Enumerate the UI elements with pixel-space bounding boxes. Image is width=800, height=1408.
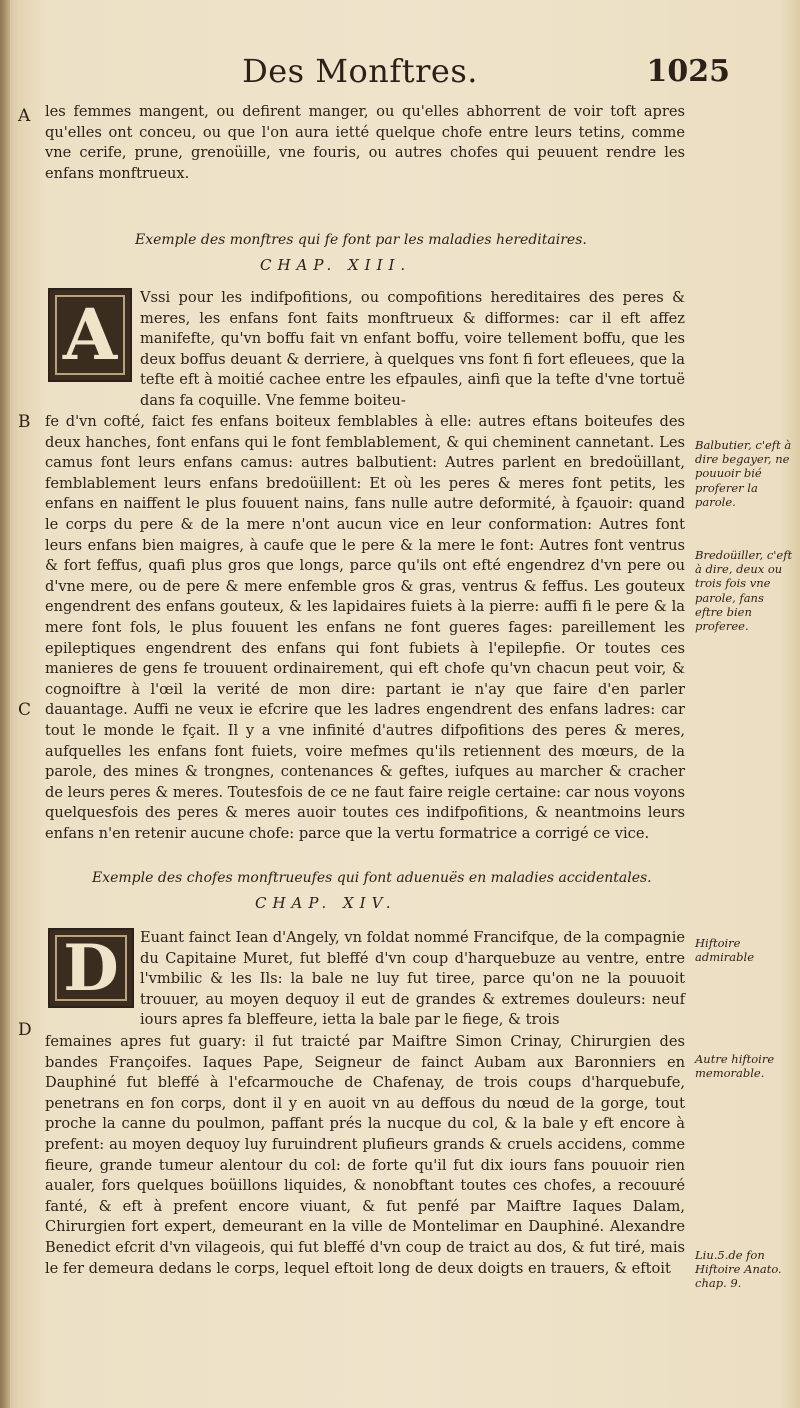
section1-heading: Exemple des monftres qui fe font par les maladies hereditaires. — [135, 232, 587, 248]
section1-text: fe d'vn cofté, faict fes enfans boiteux femblables à elle: autres eftans boiteufes des deux hanches, font enfans qui le font femblablement, & qui cheminent cannetant. Les camus font leurs enfans camus: autres balbutient: Autres parlent en bredoüillant, femblablement leurs enfans bredoüillent: Et où les peres & meres font petits, les enfans en naiffent le plus fouuent nains, fans nulle autre deformité, à fçauoir: quand le corps du pere & de la mere n'ont aucun vice en leur conformation: Autres font leurs enfans bien maigres, à caufe que le pere & la mere le font: Autres font ventrus & fort feffus, quafi plus gros que longs, parce qu'ils ont efté engendrez d'vn pere ou d'vne mere, ou de pere & mere enfemble gros & gras, ventrus & feffus. Les gouteux engendrent des enfans gouteux, & les lapidaires fuiets à la pierre: auffi fi le pere & la mere font fols, le plus fouuent les enfans ne font gueres fages: pareillement les epileptiques engendrent des enfans qui font fubiets à l'epilepfie. Or toutes ces manieres de gens fe trouuent ordinairement, qui eft chofe qu'vn chacun peut voir, & cognoiftre à l'œil la verité de mon dire: partant ie n'ay que faire d'en parler dauantage. Auffi ne veux ie efcrire que les ladres engendrent des enfans ladres: car tout le monde le fçait. Il y a vne infinité d'autres difpofitions des peres & meres, aufquelles les enfans font fuiets, voire mefmes qu'ils retiennent des mœurs, de la parole, des mines & trongnes, contenances & geftes, iufques au marcher & cracher de leurs peres & meres. Toutesfois de ce ne faut faire reigle certaine: car nous voyons quelquesfois des peres & meres auoir toutes ces indifpofitions, & neantmoins leurs enfans n'en retenir aucune chofe: parce que la vertu formatrice a corrigé ce vice. — [45, 413, 685, 842]
page-number: 1025 — [646, 54, 730, 89]
intro-paragraph — [45, 102, 685, 186]
section1-chap: CHAP. XIII. — [260, 256, 412, 274]
section1-initial-letter: A — [48, 288, 132, 382]
margin-note-livre-reference: Liu.5.de fon Hiftoire Anato. chap. 9. — [695, 1248, 782, 1291]
section2-initial-letter: D — [48, 928, 134, 1008]
section2-chap: CHAP. XIV. — [255, 894, 397, 912]
side-letter-a: A — [18, 106, 31, 126]
page-header — [30, 52, 750, 98]
section2-heading: Exemple des chofes monftrueufes qui font aduenuës en maladies accidentales. — [92, 870, 652, 886]
section2-indented-text: Euant fainct Iean d'Angely, vn foldat nommé Francifque, de la compagnie du Capitaine Muret, fut bleffé d'vn coup d'harquebuze au ventre, entre l'vmbilic & les Ils: la bale ne luy fut tiree, parce qu'on ne la pouuoit trouuer, au moyen dequoy il eut de grandes & extremes douleurs: neuf iours apres fa bleffeure, ietta la bale par le fiege, & trois — [140, 929, 685, 1029]
margin-note-balbutier: Balbutier, c'eft à dire begayer, ne pouuoir bié proferer la parole. — [695, 438, 792, 509]
margin-note-autre-histoire: Autre hiftoire memorable. — [695, 1052, 775, 1081]
margin-note-histoire-admirable: Hiftoire admirable — [695, 936, 754, 965]
section1-indented-paragraph — [45, 288, 685, 412]
side-letter-d: D — [18, 1020, 32, 1040]
side-letter-c: C — [18, 700, 32, 720]
page-gutter — [0, 0, 10, 1408]
section1-indented-text: Vssi pour les indifpofitions, ou compofitions hereditaires des peres & meres, les enfans font faits monftrueux & difformes: car il eft affez manifefte, qu'vn boffu fait vn enfant boffu, voire tellement boffu, que les deux boffus deuant & derriere, à quelques vns font fi fort efleuees, que la tefte eft à moitié cachee entre les efpaules, ainfi que la tefte d'vne tortuë dans fa coquille. Vne femme boiteu- — [140, 289, 685, 409]
section1-paragraph — [45, 412, 685, 848]
side-letter-b: B — [18, 412, 31, 432]
section2-indented-paragraph — [45, 928, 685, 1032]
margin-note-bredouiller: Bredoüiller, c'eft à dire, deux ou trois fois vne parole, fans eftre bien proferee. — [695, 548, 793, 634]
running-title: Des Monftres. — [242, 52, 478, 90]
intro-text: les femmes mangent, ou defirent manger, ou qu'elles abhorrent de voir toft apres qu'elles ont conceu, ou que l'on aura ietté quelque chofe entre leurs tetins, comme vne cerife, prune, grenoüille, vne fouris, ou autres chofes qui peuuent rendre les enfans monftrueux. — [45, 103, 685, 182]
section2-paragraph — [45, 1032, 685, 1392]
section2-text: femaines apres fut guary: il fut traicté par Maiftre Simon Crinay, Chirurgien des bandes Françoifes. Iaques Pape, Seigneur de fainct Aubam aux Baronniers en Dauphiné fut bleffé à l'efcarmouche de Chafenay, de trois coups d'harquebufe, penetrans en fon corps, dont il y en auoit vn au deffous du nœud de la gorge, tout proche la canne du poulmon, paffant prés la nucque du col, & la bale y eft encore à prefent: au moyen dequoy luy furuindrent plufieurs grands & cruels accidens, comme fieure, grande tumeur alentour du col: de forte qu'il fut dix iours fans pouuoir rien aualer, fors quelques boüillons liquides, & nonobftant toutes ces chofes, a recouuré fanté, & eft à prefent encore viuant, & fut penfé par Maiftre Iaques Dalam, Chirurgien fort expert, demeurant en la ville de Montelimar en Dauphiné. Alexandre Benedict efcrit d'vn vilageois, qui fut bleffé d'vn coup de traict au dos, & fut tiré, mais le fer demeura dedans le corps, lequel eftoit long de deux doigts en trauers, & eftoit — [45, 1033, 685, 1277]
